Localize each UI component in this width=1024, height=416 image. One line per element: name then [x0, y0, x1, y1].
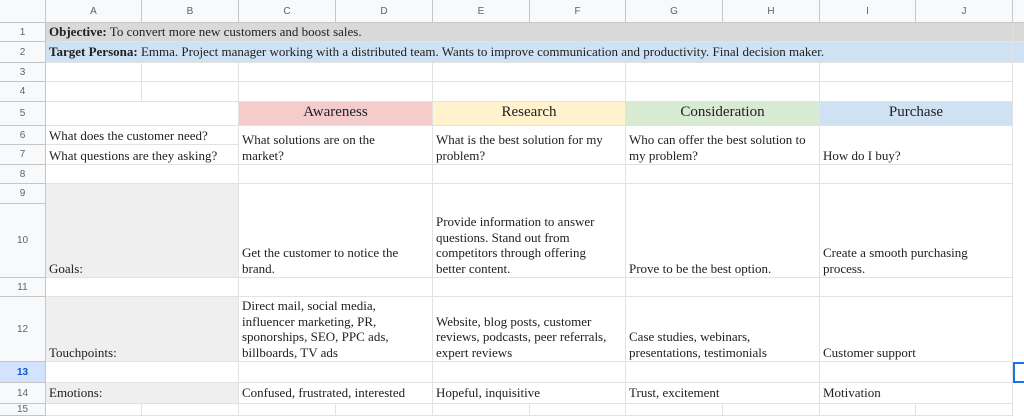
emotions-label[interactable]: Emotions: — [46, 383, 239, 404]
column-header-a[interactable]: A — [46, 0, 142, 23]
emotions-consideration[interactable]: Trust, excitement — [626, 383, 820, 404]
row-header-6[interactable]: 6 — [0, 126, 46, 145]
row-header-15[interactable]: 15 — [0, 404, 46, 416]
cell-g8[interactable] — [626, 165, 820, 184]
column-header-e[interactable]: E — [433, 0, 530, 23]
cell-i4[interactable] — [820, 82, 1013, 102]
active-cell-selection[interactable] — [1013, 362, 1024, 383]
row-header-1[interactable]: 1 — [0, 23, 46, 42]
goals-purchase[interactable]: Create a smooth purchasing process. — [820, 184, 1013, 278]
row-header-2[interactable]: 2 — [0, 42, 46, 63]
objective-cell[interactable] — [46, 23, 1013, 42]
column-header-f[interactable]: F — [530, 0, 626, 23]
cell-f15[interactable] — [530, 404, 626, 416]
goals-consideration[interactable]: Prove to be the best option. — [626, 184, 820, 278]
cell-i15[interactable] — [820, 404, 916, 416]
cell-a5[interactable] — [46, 102, 239, 126]
goals-awareness[interactable]: Get the customer to notice the brand. — [239, 184, 433, 278]
stage-header-purchase[interactable]: Purchase — [820, 102, 1013, 126]
persona-text: Emma. Project manager working with a distributed team. Wants to improve communication and productivity. Final decision maker. — [137, 43, 825, 59]
cell-e15[interactable] — [433, 404, 530, 416]
cell-g13[interactable] — [626, 362, 820, 383]
cell-c4[interactable] — [239, 82, 433, 102]
stage-header-consideration[interactable]: Consideration — [626, 102, 820, 126]
column-header-h[interactable]: H — [723, 0, 820, 23]
needs-consideration[interactable]: Who can offer the best solution to my problem? — [626, 126, 820, 165]
row-header-11[interactable]: 11 — [0, 278, 46, 297]
cell-i3[interactable] — [820, 63, 1013, 82]
needs-research[interactable]: What is the best solution for my problem? — [433, 126, 626, 165]
needs-label-line2[interactable]: What questions are they asking? — [46, 145, 239, 165]
row-header-9[interactable]: 9 — [0, 184, 46, 204]
cell-c13[interactable] — [239, 362, 433, 383]
goals-label[interactable]: Goals: — [46, 184, 239, 278]
column-header-overflow — [1013, 0, 1024, 23]
column-header-d[interactable]: D — [336, 0, 433, 23]
touchpoints-research[interactable]: Website, blog posts, customer reviews, podcasts, peer referrals, expert reviews — [433, 297, 626, 362]
row-header-4[interactable]: 4 — [0, 82, 46, 102]
cell-i13[interactable] — [820, 362, 1013, 383]
column-header-i[interactable]: I — [820, 0, 916, 23]
touchpoints-awareness[interactable]: Direct mail, social media, influencer marketing, PR, sponorships, SEO, PPC ads, billboards, TV ads — [239, 297, 433, 362]
emotions-purchase[interactable]: Motivation — [820, 383, 1013, 404]
touchpoints-consideration[interactable]: Case studies, webinars, presentations, testimonials — [626, 297, 820, 362]
cell-a15[interactable] — [46, 404, 142, 416]
cell-e11[interactable] — [433, 278, 626, 297]
row-header-8[interactable]: 8 — [0, 165, 46, 184]
cell-a11[interactable] — [46, 278, 239, 297]
cell-a8[interactable] — [46, 165, 239, 184]
select-all-corner[interactable] — [0, 0, 46, 23]
goals-research[interactable]: Provide information to answer questions. Stand out from competitors through offering better content. — [433, 184, 626, 278]
emotions-awareness[interactable]: Confused, frustrated, interested — [239, 383, 433, 404]
cell-c11[interactable] — [239, 278, 433, 297]
cell-b15[interactable] — [142, 404, 239, 416]
objective-text: To convert more new customers and boost sales. — [106, 23, 362, 39]
cell-i8[interactable] — [820, 165, 1013, 184]
cell-h15[interactable] — [723, 404, 820, 416]
row-header-14[interactable]: 14 — [0, 383, 46, 404]
cell-e8[interactable] — [433, 165, 626, 184]
stage-header-research[interactable]: Research — [433, 102, 626, 126]
touchpoints-purchase[interactable]: Customer support — [820, 297, 1013, 362]
column-header-b[interactable]: B — [142, 0, 239, 23]
cell-b4[interactable] — [142, 82, 239, 102]
row-header-10[interactable]: 10 — [0, 204, 46, 278]
cell-c3[interactable] — [239, 63, 433, 82]
cell-a4[interactable] — [46, 82, 142, 102]
cell-d15[interactable] — [336, 404, 433, 416]
cell-g4[interactable] — [626, 82, 820, 102]
needs-awareness[interactable]: What solutions are on the market? — [239, 126, 433, 165]
objective-cell-overflow — [1013, 23, 1024, 42]
column-header-g[interactable]: G — [626, 0, 723, 23]
row-header-12[interactable]: 12 — [0, 297, 46, 362]
cell-e4[interactable] — [433, 82, 626, 102]
cell-a3[interactable] — [46, 63, 142, 82]
cell-c8[interactable] — [239, 165, 433, 184]
touchpoints-label[interactable]: Touchpoints: — [46, 297, 239, 362]
column-header-j[interactable]: J — [916, 0, 1013, 23]
row-header-3[interactable]: 3 — [0, 63, 46, 82]
cell-i11[interactable] — [820, 278, 1013, 297]
cell-j15[interactable] — [916, 404, 1013, 416]
cell-g11[interactable] — [626, 278, 820, 297]
stage-header-awareness[interactable]: Awareness — [239, 102, 433, 126]
persona-cell[interactable] — [46, 42, 1013, 63]
persona-label: Target Persona: — [49, 43, 138, 59]
needs-purchase[interactable]: How do I buy? — [820, 126, 1013, 165]
cell-b3[interactable] — [142, 63, 239, 82]
row-header-13[interactable]: 13 — [0, 362, 46, 383]
cell-g3[interactable] — [626, 63, 820, 82]
cell-a13[interactable] — [46, 362, 239, 383]
cell-g15[interactable] — [626, 404, 723, 416]
objective-label: Objective: — [49, 23, 107, 39]
needs-label-line1[interactable]: What does the customer need? — [46, 126, 239, 145]
cell-e3[interactable] — [433, 63, 626, 82]
persona-cell-overflow — [1013, 42, 1024, 63]
cell-e13[interactable] — [433, 362, 626, 383]
row-header-5[interactable]: 5 — [0, 102, 46, 126]
emotions-research[interactable]: Hopeful, inquisitive — [433, 383, 626, 404]
cell-c15[interactable] — [239, 404, 336, 416]
column-header-c[interactable]: C — [239, 0, 336, 23]
row-header-7[interactable]: 7 — [0, 145, 46, 165]
